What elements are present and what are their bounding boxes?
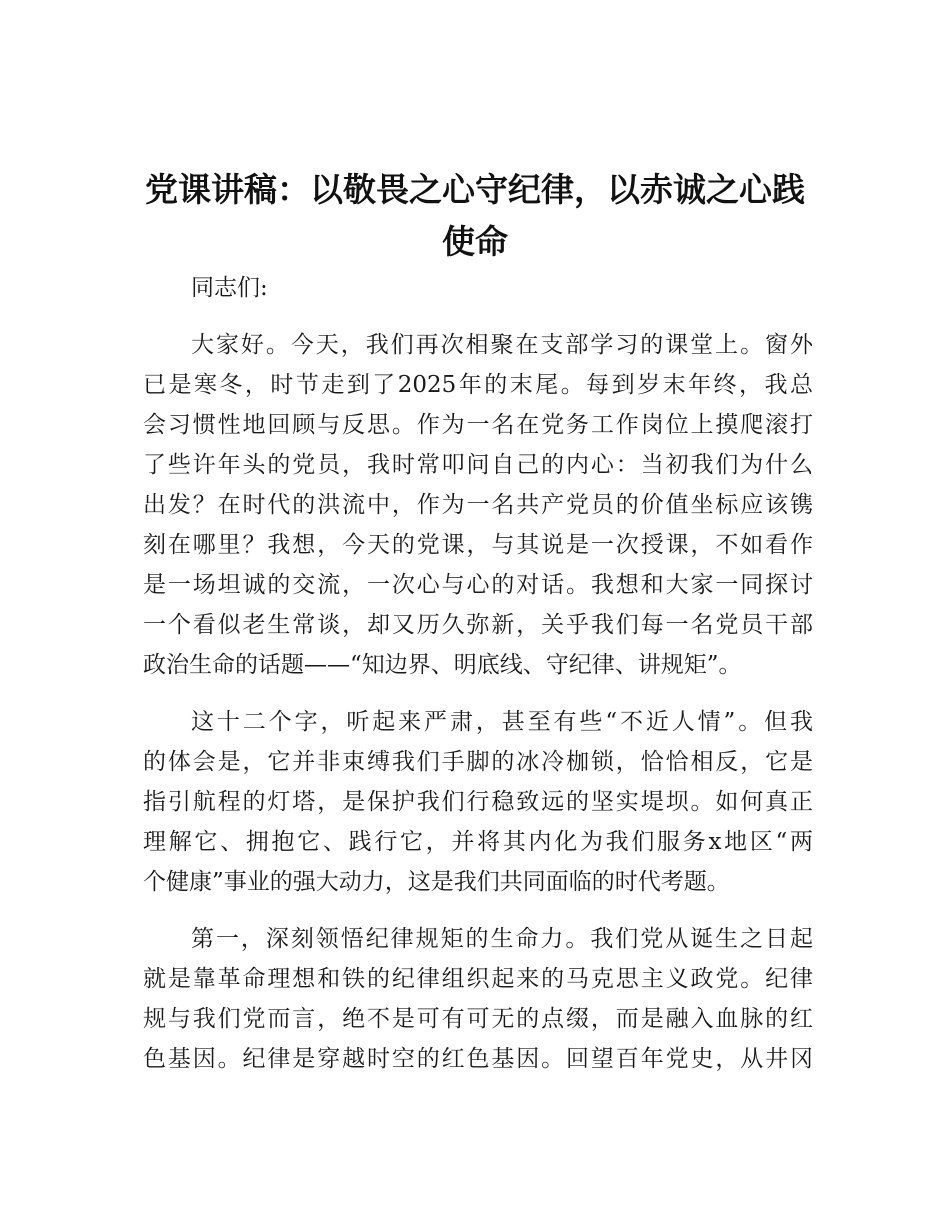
text-line: 已是寒冬，时节走到了2025年的末尾。每到岁末年终，我总 [143, 372, 813, 398]
text-line: 这十二个字，听起来严肃，甚至有些“不近人情”。但我 [191, 709, 813, 735]
paragraph-2 [143, 702, 813, 902]
text-line: 个健康”事业的强大动力，这是我们共同面临的时代考题。 [143, 869, 730, 895]
text-line: 了些许年头的党员，我时常叩问自己的内心：当初我们为什么 [143, 452, 813, 478]
text-line: 会习惯性地回顾与反思。作为一名在党务工作岗位上摸爬滚打 [143, 412, 813, 438]
text-line: 就是靠革命理想和铁的纪律组织起来的马克思主义政党。纪律 [143, 966, 813, 992]
text-line: 出发？在时代的洪流中，作为一名共产党员的价值坐标应该镌 [143, 492, 813, 518]
text-line: 理解它、拥抱它、践行它，并将其内化为我们服务x地区“两 [143, 829, 813, 855]
text-line: 指引航程的灯塔，是保护我们行稳致远的坚实堤坝。如何真正 [143, 789, 813, 815]
text-line: 第一，深刻领悟纪律规矩的生命力。我们党从诞生之日起 [191, 926, 813, 952]
text-line: 规与我们党而言，绝不是可有可无的点缀，而是融入血脉的红 [143, 1006, 813, 1032]
document-title [130, 164, 820, 268]
document-body [143, 268, 813, 1079]
paragraph-3 [143, 919, 813, 1079]
greeting: 同志们: [191, 275, 268, 301]
text-line: 是一场坦诚的交流，一次心与心的对话。我想和大家一同探讨 [143, 572, 813, 598]
text-line: 一个看似老生常谈，却又历久弥新，关乎我们每一名党员干部 [143, 612, 813, 638]
text-line: 大家好。今天，我们再次相聚在支部学习的课堂上。窗外 [191, 332, 813, 358]
text-line: 色基因。纪律是穿越时空的红色基因。回望百年党史，从井冈 [143, 1046, 813, 1072]
title-line: 使命 [442, 222, 508, 261]
paragraph-1 [143, 325, 813, 685]
text-line: 政治生命的话题——“知边界、明底线、守纪律、讲规矩”。 [143, 652, 742, 678]
text-line: 的体会是，它并非束缚我们手脚的冰冷枷锁，恰恰相反，它是 [143, 749, 813, 775]
title-line: 党课讲稿：以敬畏之心守纪律，以赤诚之心践 [145, 170, 805, 209]
text-line: 刻在哪里？我想，今天的党课，与其说是一次授课，不如看作 [143, 532, 813, 558]
